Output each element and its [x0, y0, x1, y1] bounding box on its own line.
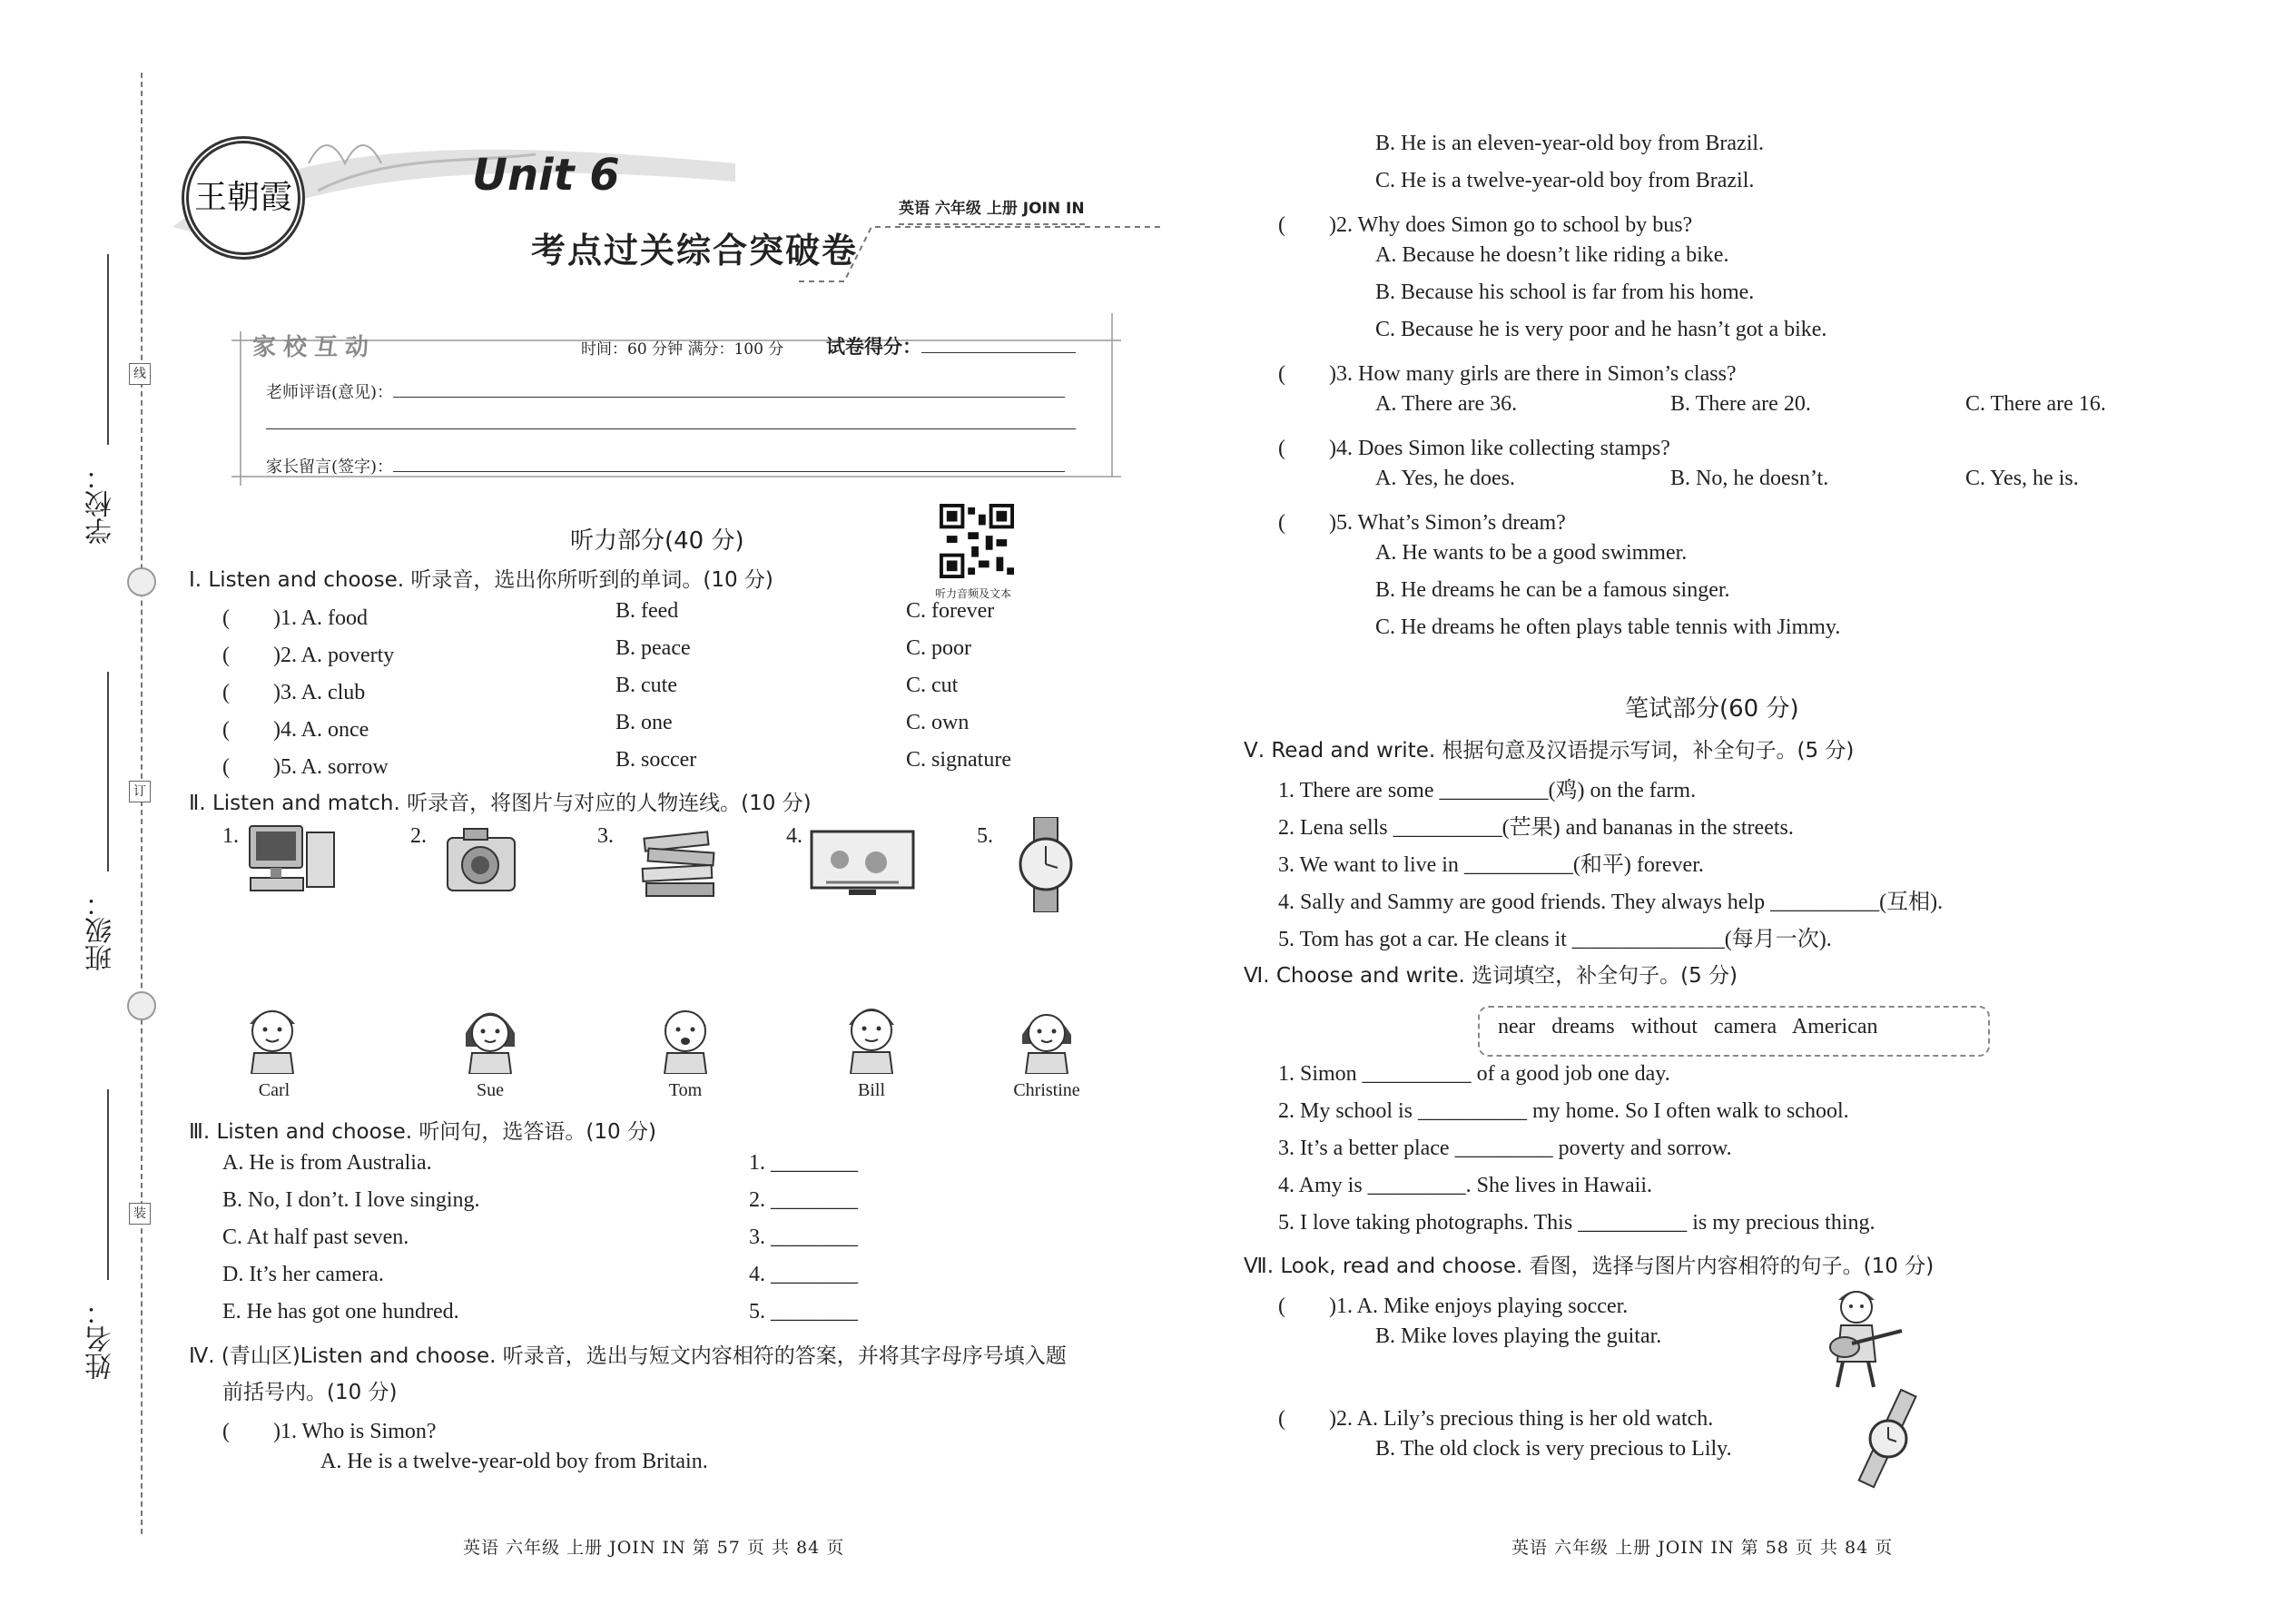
s1-item-4-a[interactable]: ( )4. A. once [222, 718, 369, 742]
s1-item-2-b: B. peace [615, 636, 691, 660]
school-write-line[interactable] [107, 254, 109, 445]
s4-q1-option-b: B. He is an eleven-year-old boy from Brazil. [1375, 132, 1765, 155]
s7-q1-option-b: B. Mike loves playing the guitar. [1375, 1324, 1662, 1348]
person-name-carl: Carl [258, 1080, 290, 1100]
s3-answer-e: E. He has got one hundred. [222, 1300, 459, 1324]
home-school-label: 家校互动 [252, 334, 377, 361]
s5-item-1[interactable]: 1. There are some __________(鸡) on the farm. [1278, 779, 1697, 802]
s4-q2-option-b: B. Because his school is far from his home. [1375, 281, 1755, 304]
section-2-heading: Ⅱ. Listen and match. 听录音，将图片与对应的人物连线。(10 分) [189, 792, 812, 815]
footer-right: 英语 六年级 上册 JOIN IN 第 58 页 共 84 页 [1511, 1538, 1894, 1558]
s1-item-1-b: B. feed [615, 599, 679, 623]
s3-answer-c: C. At half past seven. [222, 1225, 409, 1249]
person-christine-icon[interactable] [1015, 997, 1078, 1074]
tv-icon[interactable] [808, 828, 917, 901]
s1-item-3-c: C. cut [906, 674, 959, 697]
parent-comment-field[interactable]: 家长留言(签字)： [266, 454, 1065, 477]
old-watch-icon [1852, 1389, 1925, 1489]
s1-item-1-c: C. forever [906, 599, 995, 623]
person-bill-icon[interactable] [840, 992, 903, 1074]
seal-mark: 线 [129, 363, 151, 385]
section-4-heading: Ⅳ. (青山区)Listen and choose. 听录音，选出与短文内容相符的答案，并将其字母序号填入题 [189, 1344, 1067, 1368]
unit-title: Unit 6 [472, 150, 620, 201]
s4-q5-option-a: A. He wants to be a good swimmer. [1375, 541, 1688, 565]
header-dashed-connector [790, 209, 1171, 290]
writing-part-title: 笔试部分(60 分) [1625, 695, 1799, 723]
book-tag: 英语 六年级 上册 JOIN IN [899, 195, 1085, 225]
s7-question-1[interactable]: ( )1. A. Mike enjoys playing soccer. [1278, 1294, 1629, 1318]
s1-item-5-b: B. soccer [615, 748, 697, 772]
s3-blank-4[interactable]: 4. ________ [749, 1263, 858, 1286]
person-name-bill: Bill [857, 1080, 885, 1100]
s2-number-2: 2. [410, 824, 427, 848]
s4-q4-option-a: A. Yes, he does. [1375, 467, 1516, 490]
s4-q3-option-c: C. There are 16. [1965, 392, 2106, 416]
section-7-heading: Ⅶ. Look, read and choose. 看图，选择与图片内容相符的句子。(10 分) [1244, 1255, 1935, 1278]
exam-title: 考点过关综合突破卷 [531, 230, 859, 271]
s4-question-2[interactable]: ( )2. Why does Simon go to school by bus? [1278, 213, 1693, 237]
qr-code[interactable] [940, 504, 1014, 578]
s4-q1-option-c: C. He is a twelve-year-old boy from Brazil. [1375, 169, 1755, 192]
section-6-heading: Ⅵ. Choose and write. 选词填空，补全句子。(5 分) [1244, 964, 1738, 988]
section-1-heading: Ⅰ. Listen and choose. 听录音，选出你所听到的单词。(10 分) [189, 568, 773, 592]
s6-item-2[interactable]: 2. My school is __________ my home. So I often walk to school. [1278, 1099, 1849, 1123]
s3-blank-1[interactable]: 1. ________ [749, 1151, 858, 1175]
word-bank-words: near dreams without camera American [1498, 1015, 1878, 1038]
s4-question-1[interactable]: ( )1. Who is Simon? [222, 1420, 437, 1443]
s3-answer-b: B. No, I don’t. I love singing. [222, 1188, 480, 1212]
s4-q1-option-a: A. He is a twelve-year-old boy from Britain. [320, 1450, 708, 1473]
computer-icon[interactable] [245, 822, 345, 903]
binding-dashed-line [141, 73, 143, 1534]
school-label: 学校： [85, 463, 117, 545]
watch-icon[interactable] [1012, 817, 1080, 912]
s4-question-5[interactable]: ( )5. What’s Simon’s dream? [1278, 511, 1566, 535]
s7-q2-option-b: B. The old clock is very precious to Lily. [1375, 1437, 1732, 1461]
person-name-tom: Tom [668, 1080, 703, 1100]
s4-q3-option-a: A. There are 36. [1375, 392, 1518, 416]
listening-part-title: 听力部分(40 分) [570, 527, 744, 555]
s6-item-5[interactable]: 5. I love taking photographs. This __________ is my precious thing. [1278, 1211, 1876, 1235]
s4-q2-option-c: C. Because he is very poor and he hasn’t got a bike. [1375, 318, 1827, 341]
s1-item-3-a[interactable]: ( )3. A. club [222, 681, 366, 704]
seal-mark: 装 [129, 1203, 151, 1225]
score-field[interactable]: 试卷得分： [826, 332, 1076, 359]
footer-left: 英语 六年级 上册 JOIN IN 第 57 页 共 84 页 [463, 1538, 845, 1558]
teacher-comment-line2[interactable] [266, 428, 1076, 429]
person-carl-icon[interactable] [241, 997, 304, 1074]
s3-answer-d: D. It’s her camera. [222, 1263, 384, 1286]
s1-item-4-b: B. one [615, 711, 673, 734]
s2-number-4: 4. [786, 824, 802, 848]
binding-hole [127, 991, 156, 1020]
s3-answer-a: A. He is from Australia. [222, 1151, 432, 1175]
s5-item-4[interactable]: 4. Sally and Sammy are good friends. They always help __________(互相). [1278, 891, 1944, 914]
s3-blank-3[interactable]: 3. ________ [749, 1225, 858, 1249]
binding-hole [127, 567, 156, 596]
s1-item-2-a[interactable]: ( )2. A. poverty [222, 644, 395, 667]
s6-item-4[interactable]: 4. Amy is _________. She lives in Hawaii. [1278, 1174, 1652, 1197]
s4-q4-option-b: B. No, he doesn’t. [1670, 467, 1829, 490]
s2-number-1: 1. [222, 824, 239, 848]
s6-item-1[interactable]: 1. Simon __________ of a good job one day. [1278, 1062, 1670, 1086]
section-4-heading-cont: 前括号内。(10 分) [222, 1381, 398, 1404]
s1-item-3-b: B. cute [615, 674, 677, 697]
s4-question-4[interactable]: ( )4. Does Simon like collecting stamps? [1278, 437, 1670, 460]
s2-number-5: 5. [977, 824, 993, 848]
class-write-line[interactable] [107, 672, 109, 871]
s7-question-2[interactable]: ( )2. A. Lily’s precious thing is her old watch. [1278, 1407, 1714, 1431]
s1-item-5-a[interactable]: ( )5. A. sorrow [222, 755, 389, 779]
s1-item-1-a[interactable]: ( )1. A. food [222, 606, 368, 630]
qr-caption: 听力音频及文本 [935, 587, 1012, 600]
person-tom-icon[interactable] [654, 997, 717, 1074]
brand-logo-seal: 王朝霞 [182, 136, 305, 260]
camera-icon[interactable] [440, 822, 522, 899]
s6-item-3[interactable]: 3. It’s a better place _________ poverty and sorrow. [1278, 1137, 1732, 1160]
s5-item-2[interactable]: 2. Lena sells __________(芒果) and bananas in the streets. [1278, 816, 1794, 840]
s4-q5-option-b: B. He dreams he can be a famous singer. [1375, 578, 1730, 602]
seal-mark: 订 [129, 781, 151, 802]
books-icon[interactable] [635, 822, 726, 908]
person-name-christine: Christine [1013, 1080, 1080, 1100]
person-sue-icon[interactable] [458, 997, 522, 1074]
s3-blank-2[interactable]: 2. ________ [749, 1188, 858, 1212]
s4-q2-option-a: A. Because he doesn’t like riding a bike. [1375, 243, 1729, 267]
s2-number-3: 3. [597, 824, 614, 848]
s3-blank-5[interactable]: 5. ________ [749, 1300, 858, 1324]
person-name-sue: Sue [477, 1080, 504, 1100]
name-write-line[interactable] [107, 1089, 109, 1280]
time-and-total-score: 时间：60 分钟 满分：100 分 [581, 340, 784, 359]
teacher-comment-field[interactable]: 老师评语(意见)： [266, 379, 1065, 403]
s1-item-2-c: C. poor [906, 636, 971, 660]
s4-q5-option-c: C. He dreams he often plays table tennis with Jimmy. [1375, 615, 1841, 639]
s4-q4-option-c: C. Yes, he is. [1965, 467, 2079, 490]
s4-q3-option-b: B. There are 20. [1670, 392, 1811, 416]
s1-item-5-c: C. signature [906, 748, 1011, 772]
boy-guitar-icon [1807, 1280, 1906, 1389]
section-5-heading: Ⅴ. Read and write. 根据句意及汉语提示写词，补全句子。(5 分) [1244, 739, 1855, 763]
s5-item-3[interactable]: 3. We want to live in __________(和平) forever. [1278, 853, 1704, 877]
name-label: 姓名： [85, 1298, 117, 1380]
class-label: 班级： [85, 890, 117, 971]
section-3-heading: Ⅲ. Listen and choose. 听问句，选答语。(10 分) [189, 1120, 656, 1144]
s5-item-5[interactable]: 5. Tom has got a car. He cleans it ______________(每月一次). [1278, 928, 1832, 951]
s1-item-4-c: C. own [906, 711, 970, 734]
s4-question-3[interactable]: ( )3. How many girls are there in Simon’s class? [1278, 362, 1737, 386]
